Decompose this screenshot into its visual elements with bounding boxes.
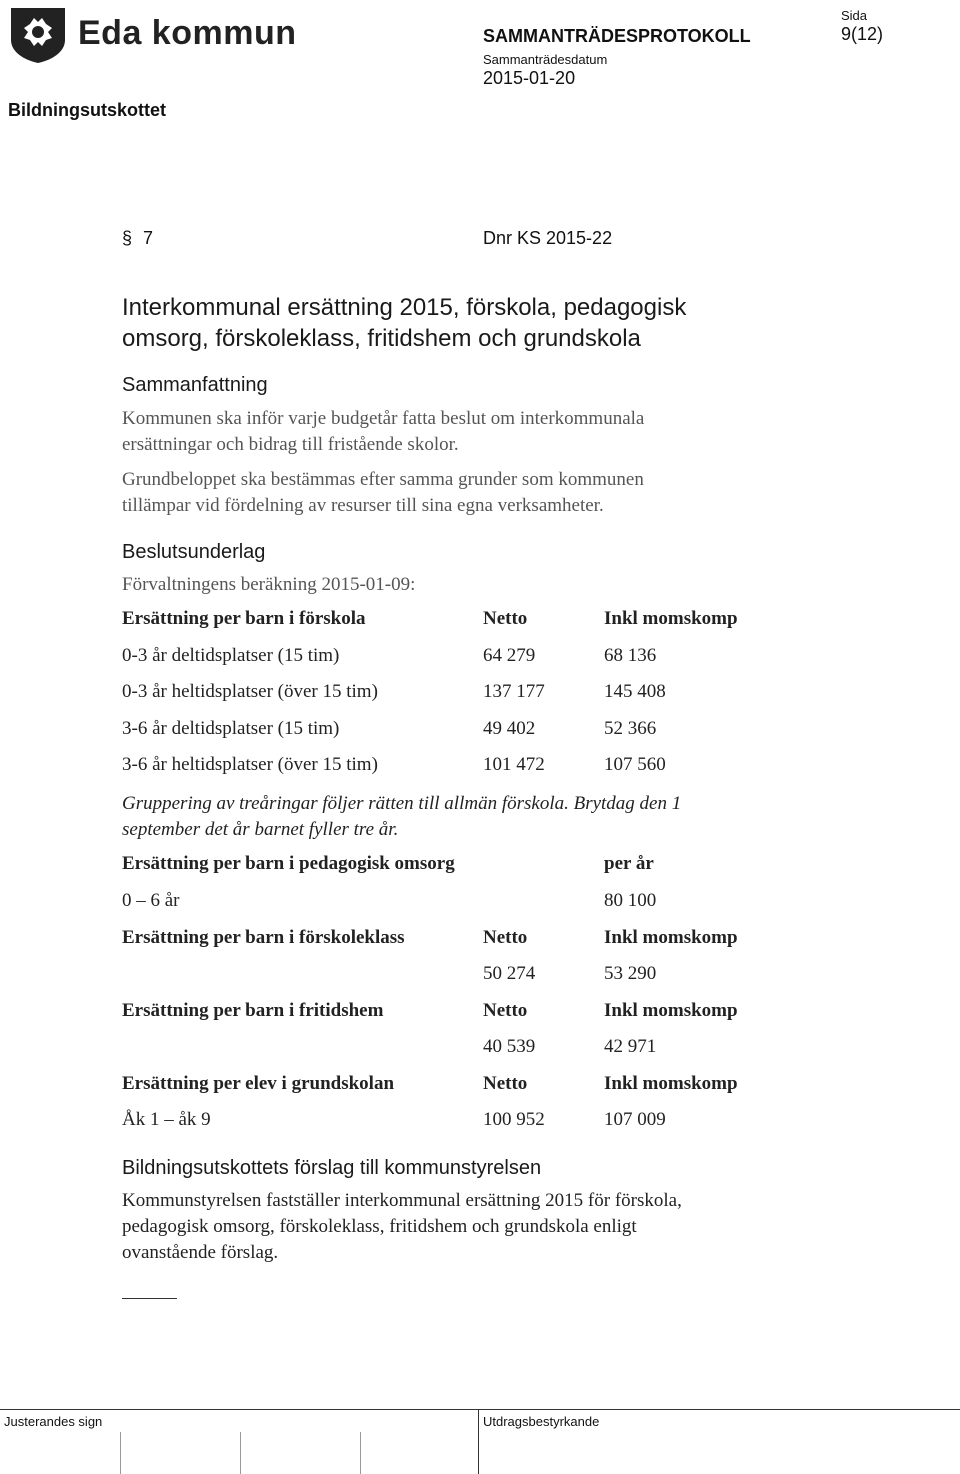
row-label: 3-6 år deltidsplatser (15 tim) bbox=[122, 718, 340, 739]
preschool-header-label: Ersättning per barn i förskola bbox=[122, 608, 366, 629]
signature-box-divider bbox=[120, 1432, 121, 1474]
summary-p2-line2: tillämpar vid fördelning av resurser till sina egna verksamheter. bbox=[122, 495, 604, 516]
page-number: 9(12) bbox=[841, 24, 884, 44]
leisure-header-label: Ersättning per barn i fritidshem bbox=[122, 1000, 384, 1021]
meeting-date-label: Sammanträdesdatum bbox=[483, 52, 608, 67]
school-row-label: Åk 1 – åk 9 bbox=[122, 1109, 211, 1130]
summary-paragraph-2 bbox=[122, 467, 644, 519]
leisure-header-net: Netto bbox=[483, 1000, 528, 1021]
section-end-line bbox=[122, 1298, 177, 1299]
row-net: 49 402 bbox=[483, 718, 536, 739]
preschool-class-net: 50 274 bbox=[483, 963, 536, 984]
preschool-header-net: Netto bbox=[483, 608, 528, 629]
section-number bbox=[122, 228, 153, 249]
basis-heading: Beslutsunderlag bbox=[122, 541, 266, 563]
proposal-line2: pedagogisk omsorg, förskoleklass, fritidshem och grundskola enligt bbox=[122, 1216, 637, 1237]
row-label: 0-3 år heltidsplatser (över 15 tim) bbox=[122, 681, 378, 702]
preschool-note-line2: september det år barnet fyller tre år. bbox=[122, 819, 399, 840]
item-title bbox=[122, 292, 686, 354]
preschool-note-line1: Gruppering av treåringar följer rätten till allmän förskola. Brytdag den 1 bbox=[122, 793, 682, 814]
footer-top-rule bbox=[0, 1409, 960, 1410]
school-net: 100 952 bbox=[483, 1109, 545, 1130]
footer-right-label: Utdragsbestyrkande bbox=[483, 1414, 600, 1429]
proposal-line1: Kommunstyrelsen fastställer interkommunal ersättning 2015 för förskola, bbox=[122, 1190, 682, 1211]
school-vat: 107 009 bbox=[604, 1109, 666, 1130]
preschool-class-header-label: Ersättning per barn i förskoleklass bbox=[122, 927, 405, 948]
pedagogical-row-label: 0 – 6 år bbox=[122, 890, 180, 911]
row-net: 64 279 bbox=[483, 645, 536, 666]
document-type: SAMMANTRÄDESPROTOKOLL bbox=[483, 26, 751, 46]
summary-p1-line2: ersättningar och bidrag till fristående skolor. bbox=[122, 434, 459, 455]
leisure-vat: 42 971 bbox=[604, 1036, 657, 1057]
committee-name: Bildningsutskottet bbox=[8, 100, 166, 120]
page-label: Sida bbox=[841, 8, 868, 23]
preschool-header-vat: Inkl momskomp bbox=[604, 608, 738, 629]
row-vat: 52 366 bbox=[604, 718, 657, 739]
preschool-class-header-net: Netto bbox=[483, 927, 528, 948]
section-number-value: 7 bbox=[143, 228, 154, 248]
signature-box-divider bbox=[240, 1432, 241, 1474]
item-title-line1: Interkommunal ersättning 2015, förskola, pedagogisk bbox=[122, 294, 687, 321]
proposal-heading: Bildningsutskottets förslag till kommunstyrelsen bbox=[122, 1157, 542, 1179]
proposal-text bbox=[122, 1188, 682, 1266]
pedagogical-header-label: Ersättning per barn i pedagogisk omsorg bbox=[122, 853, 455, 874]
summary-p1-line1: Kommunen ska inför varje budgetår fatta beslut om interkommunala bbox=[122, 408, 645, 429]
school-header-net: Netto bbox=[483, 1073, 528, 1094]
footer-divider-main bbox=[478, 1409, 479, 1474]
row-label: 3-6 år heltidsplatser (över 15 tim) bbox=[122, 754, 378, 775]
row-label: 0-3 år deltidsplatser (15 tim) bbox=[122, 645, 340, 666]
preschool-note bbox=[122, 791, 681, 843]
summary-heading: Sammanfattning bbox=[122, 374, 268, 396]
meeting-date: 2015-01-20 bbox=[483, 68, 576, 88]
section-symbol: § bbox=[122, 228, 133, 248]
logo bbox=[8, 6, 68, 64]
item-title-line2: omsorg, förskoleklass, fritidshem och grundskola bbox=[122, 325, 641, 352]
row-vat: 145 408 bbox=[604, 681, 666, 702]
municipal-shield-icon bbox=[8, 6, 68, 64]
signature-box-divider bbox=[360, 1432, 361, 1474]
logo-text: Eda kommun bbox=[78, 14, 297, 52]
preschool-class-vat: 53 290 bbox=[604, 963, 657, 984]
leisure-header-vat: Inkl momskomp bbox=[604, 1000, 738, 1021]
row-net: 101 472 bbox=[483, 754, 545, 775]
leisure-net: 40 539 bbox=[483, 1036, 536, 1057]
summary-paragraph-1 bbox=[122, 406, 644, 458]
basis-intro: Förvaltningens beräkning 2015-01-09: bbox=[122, 574, 416, 595]
school-header-label: Ersättning per elev i grundskolan bbox=[122, 1073, 395, 1094]
summary-p2-line1: Grundbeloppet ska bestämmas efter samma grunder som kommunen bbox=[122, 469, 644, 490]
footer-left-label: Justerandes sign bbox=[4, 1414, 103, 1429]
row-net: 137 177 bbox=[483, 681, 545, 702]
school-header-vat: Inkl momskomp bbox=[604, 1073, 738, 1094]
row-vat: 107 560 bbox=[604, 754, 666, 775]
case-number: Dnr KS 2015-22 bbox=[483, 228, 613, 248]
preschool-class-header-vat: Inkl momskomp bbox=[604, 927, 738, 948]
pedagogical-header-per-year: per år bbox=[604, 853, 654, 874]
proposal-line3: ovanstående förslag. bbox=[122, 1242, 279, 1263]
pedagogical-row-value: 80 100 bbox=[604, 890, 657, 911]
row-vat: 68 136 bbox=[604, 645, 657, 666]
preschool-table bbox=[122, 608, 822, 788]
